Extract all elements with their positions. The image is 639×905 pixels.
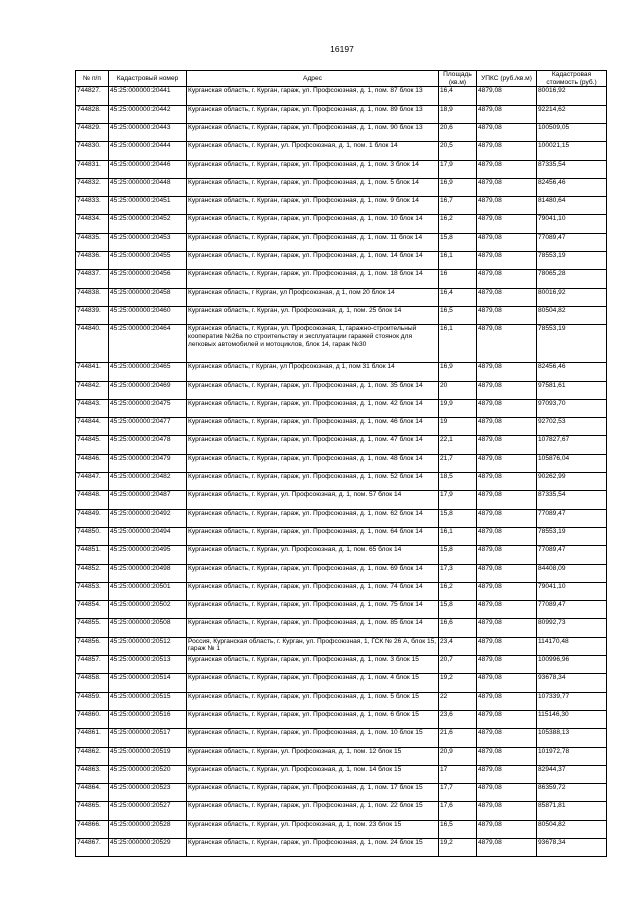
address-cell: Курганская область, г. Курган, гараж, ул. Профсоюзная, д. 1, пом. 75 блок 14 xyxy=(187,601,439,619)
area-cell: 20 xyxy=(439,381,477,399)
area-cell: 17 xyxy=(439,765,477,783)
cadastral-number-cell: 45:25:000000:20442 xyxy=(109,105,187,123)
area-cell: 16,4 xyxy=(439,288,477,306)
cadastral-value-cell: 105388,13 xyxy=(537,729,607,747)
upks-cell: 4879,08 xyxy=(477,142,537,160)
cadastral-number-cell: 45:25:000000:20455 xyxy=(109,252,187,270)
address-cell: Курганская область, г. Курган, гараж, ул. Профсоюзная, д. 1, пом. 64 блок 14 xyxy=(187,527,439,545)
row-index-cell: 744849. xyxy=(76,509,109,527)
row-index-cell: 744864. xyxy=(76,784,109,802)
cadastral-number-cell: 45:25:000000:20456 xyxy=(109,270,187,288)
upks-cell: 4879,08 xyxy=(477,252,537,270)
table-row xyxy=(76,325,607,363)
upks-cell: 4879,08 xyxy=(477,178,537,196)
row-index-cell: 744838. xyxy=(76,288,109,306)
area-cell: 17,9 xyxy=(439,491,477,509)
header-address: Адрес xyxy=(187,71,439,87)
cadastral-value-cell: 80992,73 xyxy=(537,619,607,637)
table-row xyxy=(76,710,607,728)
cadastral-number-cell: 45:25:000000:20448 xyxy=(109,178,187,196)
row-index-cell: 744850. xyxy=(76,527,109,545)
table-row xyxy=(76,784,607,802)
address-cell: Курганская область, г. Курган, гараж, ул. Профсоюзная, д. 1, пом. 17 блок 15 xyxy=(187,784,439,802)
address-cell: Курганская область, г. Курган, гараж, ул. Профсоюзная, д. 1, пом. 69 блок 14 xyxy=(187,564,439,582)
upks-cell: 4879,08 xyxy=(477,197,537,215)
upks-cell: 4879,08 xyxy=(477,747,537,765)
cadastral-value-cell: 92214,62 xyxy=(537,105,607,123)
row-index-cell: 744835. xyxy=(76,233,109,251)
area-cell: 16,1 xyxy=(439,527,477,545)
row-index-cell: 744862. xyxy=(76,747,109,765)
cadastral-number-cell: 45:25:000000:20517 xyxy=(109,729,187,747)
cadastral-value-cell: 82456,46 xyxy=(537,363,607,381)
header-index: № п/п xyxy=(76,71,109,87)
area-cell: 16,1 xyxy=(439,325,477,363)
upks-cell: 4879,08 xyxy=(477,601,537,619)
table-row xyxy=(76,105,607,123)
cadastral-value-cell: 80016,92 xyxy=(537,288,607,306)
address-cell: Курганская область, г. Курган, гараж, ул. Профсоюзная, д. 1, пом. 10 блок 15 xyxy=(187,729,439,747)
cadastral-number-cell: 45:25:000000:20513 xyxy=(109,656,187,674)
area-cell: 22,1 xyxy=(439,436,477,454)
cadastral-number-cell: 45:25:000000:20446 xyxy=(109,160,187,178)
address-cell: Курганская область, г. Курган, гараж, ул. Профсоюзная, д. 1, пом. 35 блок 14 xyxy=(187,381,439,399)
table-row xyxy=(76,582,607,600)
cadastral-value-cell: 100021,15 xyxy=(537,142,607,160)
address-cell: Курганская область, г. Курган, гараж, ул. Профсоюзная, д. 1, пом. 52 блок 14 xyxy=(187,473,439,491)
upks-cell: 4879,08 xyxy=(477,325,537,363)
address-cell: Курганская область, г. Курган, гараж, ул. Профсоюзная, д. 1, пом. 14 блок 14 xyxy=(187,252,439,270)
header-area: Площадь (кв.м) xyxy=(439,71,477,87)
table-row xyxy=(76,87,607,105)
row-index-cell: 744844. xyxy=(76,418,109,436)
area-cell: 20,6 xyxy=(439,124,477,142)
upks-cell: 4879,08 xyxy=(477,692,537,710)
table-row xyxy=(76,656,607,674)
address-cell: Курганская область, г. Курган, гараж, ул. Профсоюзная, д. 1, пом. 5 блок 15 xyxy=(187,692,439,710)
address-cell: Курганская область, г. Курган, гараж, ул. Профсоюзная, д. 1, пом. 48 блок 14 xyxy=(187,454,439,472)
table-row xyxy=(76,252,607,270)
cadastral-number-cell: 45:25:000000:20519 xyxy=(109,747,187,765)
cadastral-number-cell: 45:25:000000:20492 xyxy=(109,509,187,527)
upks-cell: 4879,08 xyxy=(477,105,537,123)
table-row xyxy=(76,527,607,545)
cadastral-number-cell: 45:25:000000:20482 xyxy=(109,473,187,491)
address-cell: Курганская область, г. Курган, гараж, ул. Профсоюзная, д. 1, пом. 3 блок 15 xyxy=(187,656,439,674)
cadastral-value-cell: 92702,53 xyxy=(537,418,607,436)
row-index-cell: 744839. xyxy=(76,306,109,324)
table-row xyxy=(76,692,607,710)
row-index-cell: 744837. xyxy=(76,270,109,288)
area-cell: 16,6 xyxy=(439,619,477,637)
address-cell: Курганская область, г. Курган, ул. Профсоюзная, д. 1, пом. 14 блок 15 xyxy=(187,765,439,783)
upks-cell: 4879,08 xyxy=(477,729,537,747)
row-index-cell: 744828. xyxy=(76,105,109,123)
upks-cell: 4879,08 xyxy=(477,399,537,417)
cadastral-number-cell: 45:25:000000:20453 xyxy=(109,233,187,251)
table-row xyxy=(76,306,607,324)
row-index-cell: 744848. xyxy=(76,491,109,509)
upks-cell: 4879,08 xyxy=(477,124,537,142)
cadastral-value-cell: 107339,77 xyxy=(537,692,607,710)
table-row xyxy=(76,142,607,160)
cadastral-value-cell: 80504,82 xyxy=(537,306,607,324)
area-cell: 16,4 xyxy=(439,87,477,105)
cadastral-number-cell: 45:25:000000:20520 xyxy=(109,765,187,783)
table-row xyxy=(76,399,607,417)
cadastral-number-cell: 45:25:000000:20498 xyxy=(109,564,187,582)
area-cell: 16 xyxy=(439,270,477,288)
cadastral-value-cell: 78065,28 xyxy=(537,270,607,288)
area-cell: 15,8 xyxy=(439,601,477,619)
upks-cell: 4879,08 xyxy=(477,765,537,783)
area-cell: 16,2 xyxy=(439,582,477,600)
cadastral-value-cell: 78553,19 xyxy=(537,527,607,545)
upks-cell: 4879,08 xyxy=(477,527,537,545)
cadastral-value-cell: 97581,61 xyxy=(537,381,607,399)
cadastral-number-cell: 45:25:000000:20512 xyxy=(109,637,187,655)
address-cell: Курганская область, г. Курган, гараж, ул. Профсоюзная, д. 1, пом. 85 блок 14 xyxy=(187,619,439,637)
table-row xyxy=(76,729,607,747)
row-index-cell: 744855. xyxy=(76,619,109,637)
row-index-cell: 744859. xyxy=(76,692,109,710)
area-cell: 21,7 xyxy=(439,454,477,472)
upks-cell: 4879,08 xyxy=(477,270,537,288)
cadastral-value-cell: 81480,64 xyxy=(537,197,607,215)
table-row xyxy=(76,363,607,381)
area-cell: 17,7 xyxy=(439,784,477,802)
cadastral-number-cell: 45:25:000000:20444 xyxy=(109,142,187,160)
area-cell: 20,7 xyxy=(439,656,477,674)
area-cell: 16,2 xyxy=(439,215,477,233)
cadastral-number-cell: 45:25:000000:20452 xyxy=(109,215,187,233)
row-index-cell: 744832. xyxy=(76,178,109,196)
row-index-cell: 744858. xyxy=(76,674,109,692)
area-cell: 16,9 xyxy=(439,178,477,196)
cadastral-number-cell: 45:25:000000:20529 xyxy=(109,838,187,856)
cadastral-number-cell: 45:25:000000:20479 xyxy=(109,454,187,472)
upks-cell: 4879,08 xyxy=(477,802,537,820)
row-index-cell: 744861. xyxy=(76,729,109,747)
area-cell: 19,9 xyxy=(439,399,477,417)
upks-cell: 4879,08 xyxy=(477,215,537,233)
table-row xyxy=(76,674,607,692)
upks-cell: 4879,08 xyxy=(477,546,537,564)
area-cell: 19,2 xyxy=(439,674,477,692)
cadastral-number-cell: 45:25:000000:20514 xyxy=(109,674,187,692)
upks-cell: 4879,08 xyxy=(477,637,537,655)
cadastral-value-cell: 80016,92 xyxy=(537,87,607,105)
upks-cell: 4879,08 xyxy=(477,87,537,105)
address-cell: Курганская область, г. Курган, ул. Профсоюзная, д. 1, пом. 23 блок 15 xyxy=(187,820,439,838)
cadastral-number-cell: 45:25:000000:20501 xyxy=(109,582,187,600)
row-index-cell: 744834. xyxy=(76,215,109,233)
upks-cell: 4879,08 xyxy=(477,160,537,178)
cadastral-value-cell: 93678,34 xyxy=(537,674,607,692)
cadastral-number-cell: 45:25:000000:20443 xyxy=(109,124,187,142)
cadastral-value-cell: 77089,47 xyxy=(537,546,607,564)
row-index-cell: 744856. xyxy=(76,637,109,655)
cadastral-value-cell: 77089,47 xyxy=(537,233,607,251)
cadastral-value-cell: 105876,04 xyxy=(537,454,607,472)
row-index-cell: 744842. xyxy=(76,381,109,399)
address-cell: Курганская область, г. Курган, гараж, ул. Профсоюзная, д. 1, пом. 87 блок 13 xyxy=(187,87,439,105)
cadastral-number-cell: 45:25:000000:20475 xyxy=(109,399,187,417)
upks-cell: 4879,08 xyxy=(477,710,537,728)
table-header-row xyxy=(76,71,607,87)
table-row xyxy=(76,619,607,637)
cadastral-value-cell: 82456,46 xyxy=(537,178,607,196)
address-cell: Курганская область, г. Курган, гараж, ул. Профсоюзная, д. 1, пом. 42 блок 14 xyxy=(187,399,439,417)
address-cell: Курганская область, г. Курган, ул. Профсоюзная, д. 1, пом. 12 блок 15 xyxy=(187,747,439,765)
row-index-cell: 744840. xyxy=(76,325,109,363)
cadastral-value-cell: 100509,05 xyxy=(537,124,607,142)
address-cell: Курганская область, г. Курган, гараж, ул. Профсоюзная, д. 1, пом. 24 блок 15 xyxy=(187,838,439,856)
table-body xyxy=(76,87,607,857)
table-row xyxy=(76,160,607,178)
row-index-cell: 744857. xyxy=(76,656,109,674)
upks-cell: 4879,08 xyxy=(477,491,537,509)
area-cell: 17,3 xyxy=(439,564,477,582)
cadastral-value-cell: 114170,48 xyxy=(537,637,607,655)
upks-cell: 4879,08 xyxy=(477,363,537,381)
upks-cell: 4879,08 xyxy=(477,656,537,674)
table-row xyxy=(76,454,607,472)
area-cell: 15,8 xyxy=(439,233,477,251)
address-cell: Курганская область, г. Курган, гараж, ул. Профсоюзная, д. 1, пом. 4 блок 15 xyxy=(187,674,439,692)
address-cell: Россия, Курганская область, г. Курган, ул. Профсоюзная, 1, ГСК № 26 А, блок 15, гараж № 1 xyxy=(187,637,439,655)
cadastral-value-cell: 107827,67 xyxy=(537,436,607,454)
upks-cell: 4879,08 xyxy=(477,418,537,436)
row-index-cell: 744827. xyxy=(76,87,109,105)
row-index-cell: 744867. xyxy=(76,838,109,856)
row-index-cell: 744851. xyxy=(76,546,109,564)
page-number: 16197 xyxy=(330,44,354,54)
area-cell: 16,5 xyxy=(439,306,477,324)
table-row xyxy=(76,288,607,306)
table-row xyxy=(76,215,607,233)
cadastral-number-cell: 45:25:000000:20464 xyxy=(109,325,187,363)
cadastral-number-cell: 45:25:000000:20516 xyxy=(109,710,187,728)
cadastral-value-cell: 93678,34 xyxy=(537,838,607,856)
cadastral-value-cell: 101972,78 xyxy=(537,747,607,765)
address-cell: Курганская область, г. Курган, гараж, ул. Профсоюзная, д. 1, пом. 6 блок 15 xyxy=(187,710,439,728)
address-cell: Курганская область, г. Курган, гараж, ул. Профсоюзная, д. 1, пом. 10 блок 14 xyxy=(187,215,439,233)
address-cell: Курганская область, г. Курган, гараж, ул. Профсоюзная, д. 1, пом. 9 блок 14 xyxy=(187,197,439,215)
cadastral-number-cell: 45:25:000000:20527 xyxy=(109,802,187,820)
upks-cell: 4879,08 xyxy=(477,454,537,472)
cadastral-value-cell: 85871,81 xyxy=(537,802,607,820)
area-cell: 16,7 xyxy=(439,197,477,215)
row-index-cell: 744833. xyxy=(76,197,109,215)
cadastral-number-cell: 45:25:000000:20508 xyxy=(109,619,187,637)
table-row xyxy=(76,747,607,765)
cadastral-number-cell: 45:25:000000:20487 xyxy=(109,491,187,509)
upks-cell: 4879,08 xyxy=(477,619,537,637)
area-cell: 16,9 xyxy=(439,363,477,381)
table-row xyxy=(76,838,607,856)
cadastral-number-cell: 45:25:000000:20528 xyxy=(109,820,187,838)
cadastral-value-cell: 86359,72 xyxy=(537,784,607,802)
upks-cell: 4879,08 xyxy=(477,288,537,306)
row-index-cell: 744847. xyxy=(76,473,109,491)
table-row xyxy=(76,601,607,619)
cadastral-value-cell: 84408,09 xyxy=(537,564,607,582)
cadastral-number-cell: 45:25:000000:20465 xyxy=(109,363,187,381)
area-cell: 17,9 xyxy=(439,160,477,178)
upks-cell: 4879,08 xyxy=(477,784,537,802)
table-row xyxy=(76,637,607,655)
header-cadastral-value: Кадастровая стоимость (руб.) xyxy=(537,71,607,87)
cadastral-number-cell: 45:25:000000:20469 xyxy=(109,381,187,399)
upks-cell: 4879,08 xyxy=(477,674,537,692)
upks-cell: 4879,08 xyxy=(477,436,537,454)
upks-cell: 4879,08 xyxy=(477,820,537,838)
cadastral-value-cell: 79041,10 xyxy=(537,215,607,233)
address-cell: Курганская область, г. Курган, ул. Профсоюзная, д. 1, пом. 25 блок 14 xyxy=(187,306,439,324)
table-row xyxy=(76,270,607,288)
cadastral-value-cell: 87335,54 xyxy=(537,491,607,509)
upks-cell: 4879,08 xyxy=(477,564,537,582)
address-cell: Курганская область, г. Курган, ул. Профсоюзная, 1, гаражно-строительный кооператив №26а по строительству и эксплуатации гаражей стоянок для легковых автомобилей и мотоциклов, блок 14, гараж №30 xyxy=(187,325,439,363)
area-cell: 15,8 xyxy=(439,509,477,527)
cadastral-number-cell: 45:25:000000:20494 xyxy=(109,527,187,545)
upks-cell: 4879,08 xyxy=(477,473,537,491)
table-row xyxy=(76,564,607,582)
table-row xyxy=(76,765,607,783)
area-cell: 21,6 xyxy=(439,729,477,747)
cadastral-number-cell: 45:25:000000:20515 xyxy=(109,692,187,710)
row-index-cell: 744831. xyxy=(76,160,109,178)
row-index-cell: 744852. xyxy=(76,564,109,582)
area-cell: 23,4 xyxy=(439,637,477,655)
cadastral-number-cell: 45:25:000000:20441 xyxy=(109,87,187,105)
cadastral-value-cell: 87335,54 xyxy=(537,160,607,178)
table-row xyxy=(76,124,607,142)
area-cell: 18,9 xyxy=(439,105,477,123)
table-row xyxy=(76,820,607,838)
row-index-cell: 744853. xyxy=(76,582,109,600)
cadastral-value-cell: 80504,82 xyxy=(537,820,607,838)
table-row xyxy=(76,802,607,820)
area-cell: 18,5 xyxy=(439,473,477,491)
cadastral-value-cell: 115146,30 xyxy=(537,710,607,728)
address-cell: Курганская область, г. Курган, ул. Профсоюзная, д. 1, пом. 57 блок 14 xyxy=(187,491,439,509)
cadastral-number-cell: 45:25:000000:20502 xyxy=(109,601,187,619)
table-row xyxy=(76,418,607,436)
area-cell: 22 xyxy=(439,692,477,710)
address-cell: Курганская область, г Курган, ул Профсоюзная, д 1, пом 20 блок 14 xyxy=(187,288,439,306)
area-cell: 16,1 xyxy=(439,252,477,270)
upks-cell: 4879,08 xyxy=(477,233,537,251)
table-row xyxy=(76,491,607,509)
cadastral-value-cell: 78553,19 xyxy=(537,252,607,270)
row-index-cell: 744860. xyxy=(76,710,109,728)
cadastral-number-cell: 45:25:000000:20523 xyxy=(109,784,187,802)
cadastral-number-cell: 45:25:000000:20478 xyxy=(109,436,187,454)
address-cell: Курганская область, г. Курган, гараж, ул. Профсоюзная, д. 1, пом. 5 блок 14 xyxy=(187,178,439,196)
cadastral-value-cell: 78553,19 xyxy=(537,325,607,363)
address-cell: Курганская область, г Курган, ул Профсоюзная, д 1, пом 31 блок 14 xyxy=(187,363,439,381)
cadastral-number-cell: 45:25:000000:20477 xyxy=(109,418,187,436)
address-cell: Курганская область, г. Курган, гараж, ул. Профсоюзная, д. 1, пом. 3 блок 14 xyxy=(187,160,439,178)
row-index-cell: 744843. xyxy=(76,399,109,417)
row-index-cell: 744830. xyxy=(76,142,109,160)
address-cell: Курганская область, г. Курган, гараж, ул. Профсоюзная, д. 1, пом. 46 блок 14 xyxy=(187,418,439,436)
cadastral-number-cell: 45:25:000000:20458 xyxy=(109,288,187,306)
table-row xyxy=(76,178,607,196)
cadastral-value-cell: 82944,37 xyxy=(537,765,607,783)
cadastral-value-cell: 100996,96 xyxy=(537,656,607,674)
address-cell: Курганская область, г. Курган, гараж, ул. Профсоюзная, д. 1, пом. 47 блок 14 xyxy=(187,436,439,454)
address-cell: Курганская область, г. Курган, гараж, ул. Профсоюзная, д. 1, пом. 18 блок 14 xyxy=(187,270,439,288)
header-cadastral-number: Кадастровый номер xyxy=(109,71,187,87)
table-row xyxy=(76,473,607,491)
upks-cell: 4879,08 xyxy=(477,381,537,399)
header-upks: УПКС (руб./кв.м) xyxy=(477,71,537,87)
upks-cell: 4879,08 xyxy=(477,838,537,856)
row-index-cell: 744846. xyxy=(76,454,109,472)
address-cell: Курганская область, г. Курган, гараж, ул. Профсоюзная, д. 1, пом. 62 блок 14 xyxy=(187,509,439,527)
table-row xyxy=(76,436,607,454)
address-cell: Курганская область, г. Курган, гараж, ул. Профсоюзная, д. 1, пом. 89 блок 13 xyxy=(187,105,439,123)
cadastral-value-cell: 77089,47 xyxy=(537,509,607,527)
address-cell: Курганская область, г. Курган, гараж, ул. Профсоюзная, д. 1, пом. 22 блок 15 xyxy=(187,802,439,820)
cadastral-value-cell: 97093,70 xyxy=(537,399,607,417)
table-row xyxy=(76,509,607,527)
table-row xyxy=(76,381,607,399)
row-index-cell: 744841. xyxy=(76,363,109,381)
area-cell: 23,6 xyxy=(439,710,477,728)
cadastral-table xyxy=(75,70,607,857)
cadastral-number-cell: 45:25:000000:20495 xyxy=(109,546,187,564)
row-index-cell: 744866. xyxy=(76,820,109,838)
table-row xyxy=(76,546,607,564)
cadastral-value-cell: 79041,10 xyxy=(537,582,607,600)
table-row xyxy=(76,233,607,251)
row-index-cell: 744865. xyxy=(76,802,109,820)
address-cell: Курганская область, г. Курган, ул. Профсоюзная, д. 1, пом. 1 блок 14 xyxy=(187,142,439,160)
cadastral-number-cell: 45:25:000000:20460 xyxy=(109,306,187,324)
address-cell: Курганская область, г. Курган, гараж, ул. Профсоюзная, д. 1, пом. 74 блок 14 xyxy=(187,582,439,600)
upks-cell: 4879,08 xyxy=(477,509,537,527)
area-cell: 15,8 xyxy=(439,546,477,564)
address-cell: Курганская область, г. Курган, гараж, ул. Профсоюзная, д. 1, пом. 90 блок 13 xyxy=(187,124,439,142)
address-cell: Курганская область, г. Курган, гараж, ул. Профсоюзная, д. 1, пом. 11 блок 14 xyxy=(187,233,439,251)
row-index-cell: 744863. xyxy=(76,765,109,783)
cadastral-value-cell: 77089,47 xyxy=(537,601,607,619)
area-cell: 16,5 xyxy=(439,820,477,838)
cadastral-value-cell: 90262,99 xyxy=(537,473,607,491)
area-cell: 19 xyxy=(439,418,477,436)
area-cell: 19,2 xyxy=(439,838,477,856)
row-index-cell: 744829. xyxy=(76,124,109,142)
address-cell: Курганская область, г. Курган, ул. Профсоюзная, д. 1, пом. 65 блок 14 xyxy=(187,546,439,564)
upks-cell: 4879,08 xyxy=(477,582,537,600)
upks-cell: 4879,08 xyxy=(477,306,537,324)
area-cell: 20,5 xyxy=(439,142,477,160)
area-cell: 20,9 xyxy=(439,747,477,765)
table-row xyxy=(76,197,607,215)
row-index-cell: 744854. xyxy=(76,601,109,619)
row-index-cell: 744845. xyxy=(76,436,109,454)
cadastral-number-cell: 45:25:000000:20451 xyxy=(109,197,187,215)
row-index-cell: 744836. xyxy=(76,252,109,270)
area-cell: 17,6 xyxy=(439,802,477,820)
